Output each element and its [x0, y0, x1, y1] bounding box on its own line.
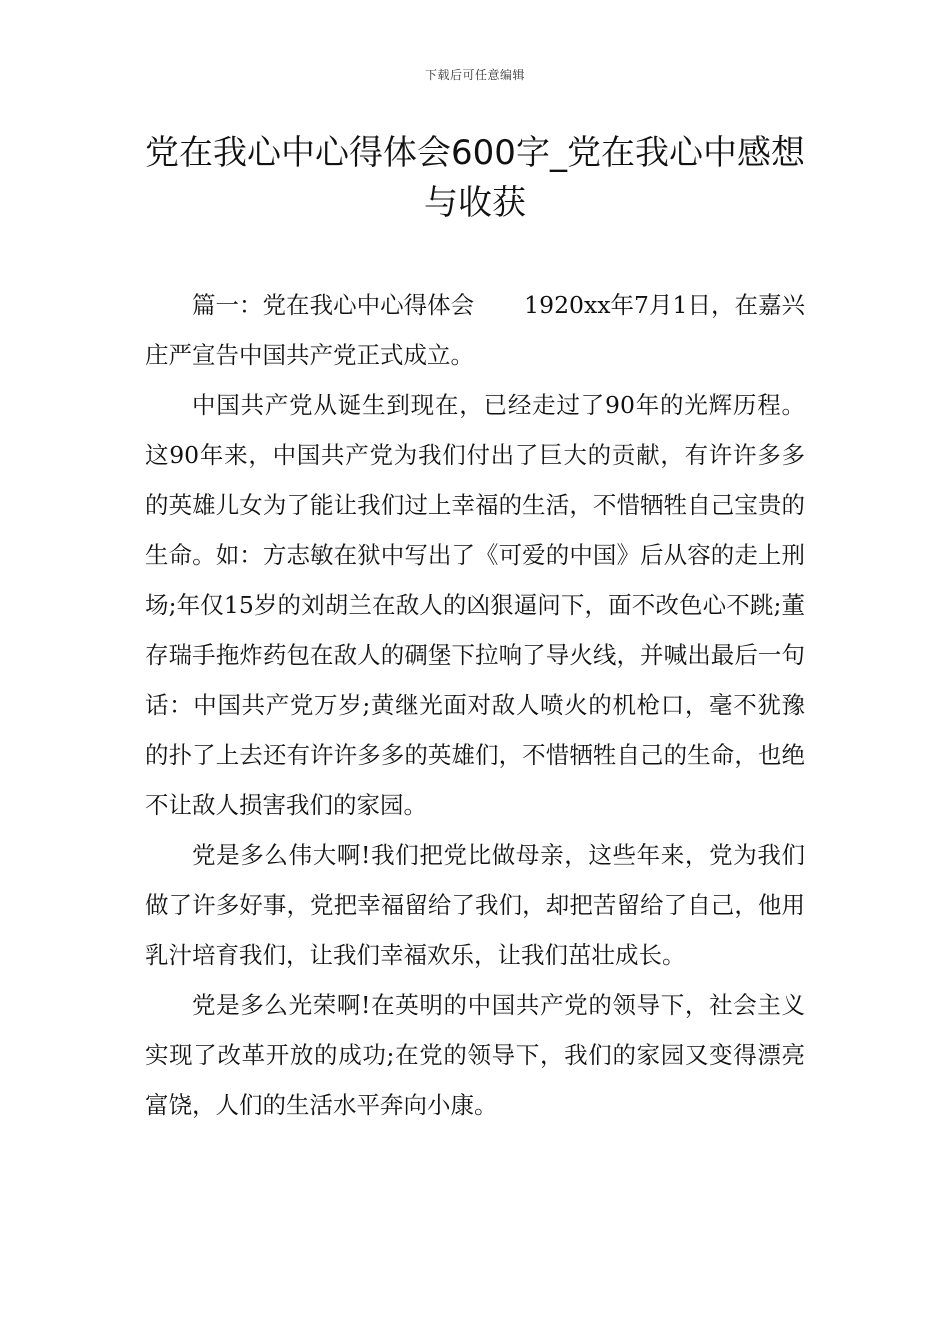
section-heading: 篇一：党在我心中心得体会	[192, 291, 475, 319]
intro-sentence: 1920xx年7月1日，在嘉兴庄严宣告中国共产党正式成立。	[145, 291, 806, 369]
document-body	[145, 280, 805, 1130]
document-title: 党在我心中心得体会600字_党在我心中感想与收获	[145, 133, 805, 223]
paragraph-intro	[145, 280, 805, 380]
header-note: 下载后可任意编辑	[424, 68, 525, 82]
paragraph: 中国共产党从诞生到现在，已经走过了90年的光辉历程。这90年来，中国共产党为我们付出了巨大的贡献，有许许多多的英雄儿女为了能让我们过上幸福的生活，不惜牺牲自己宝贵的生命。如：方志敏在狱中写出了《可爱的中国》后从容的走上刑场;年仅15岁的刘胡兰在敌人的凶狠逼问下，面不改色心不跳;董存瑞手拖炸药包在敌人的碉堡下拉响了导火线，并喊出最后一句话：中国共产党万岁;黄继光面对敌人喷火的机枪口，毫不犹豫的扑了上去还有许许多多的英雄们，不惜牺牲自己的生命，也绝不让敌人损害我们的家园。	[145, 391, 805, 819]
paragraph: 党是多么伟大啊!我们把党比做母亲，这些年来，党为我们做了许多好事，党把幸福留给了我们，却把苦留给了自己，他用乳汁培育我们，让我们幸福欢乐，让我们茁壮成长。	[145, 841, 805, 969]
paragraph: 党是多么光荣啊!在英明的中国共产党的领导下，社会主义实现了改革开放的成功;在党的领导下，我们的家园又变得漂亮富饶，人们的生活水平奔向小康。	[145, 991, 805, 1119]
